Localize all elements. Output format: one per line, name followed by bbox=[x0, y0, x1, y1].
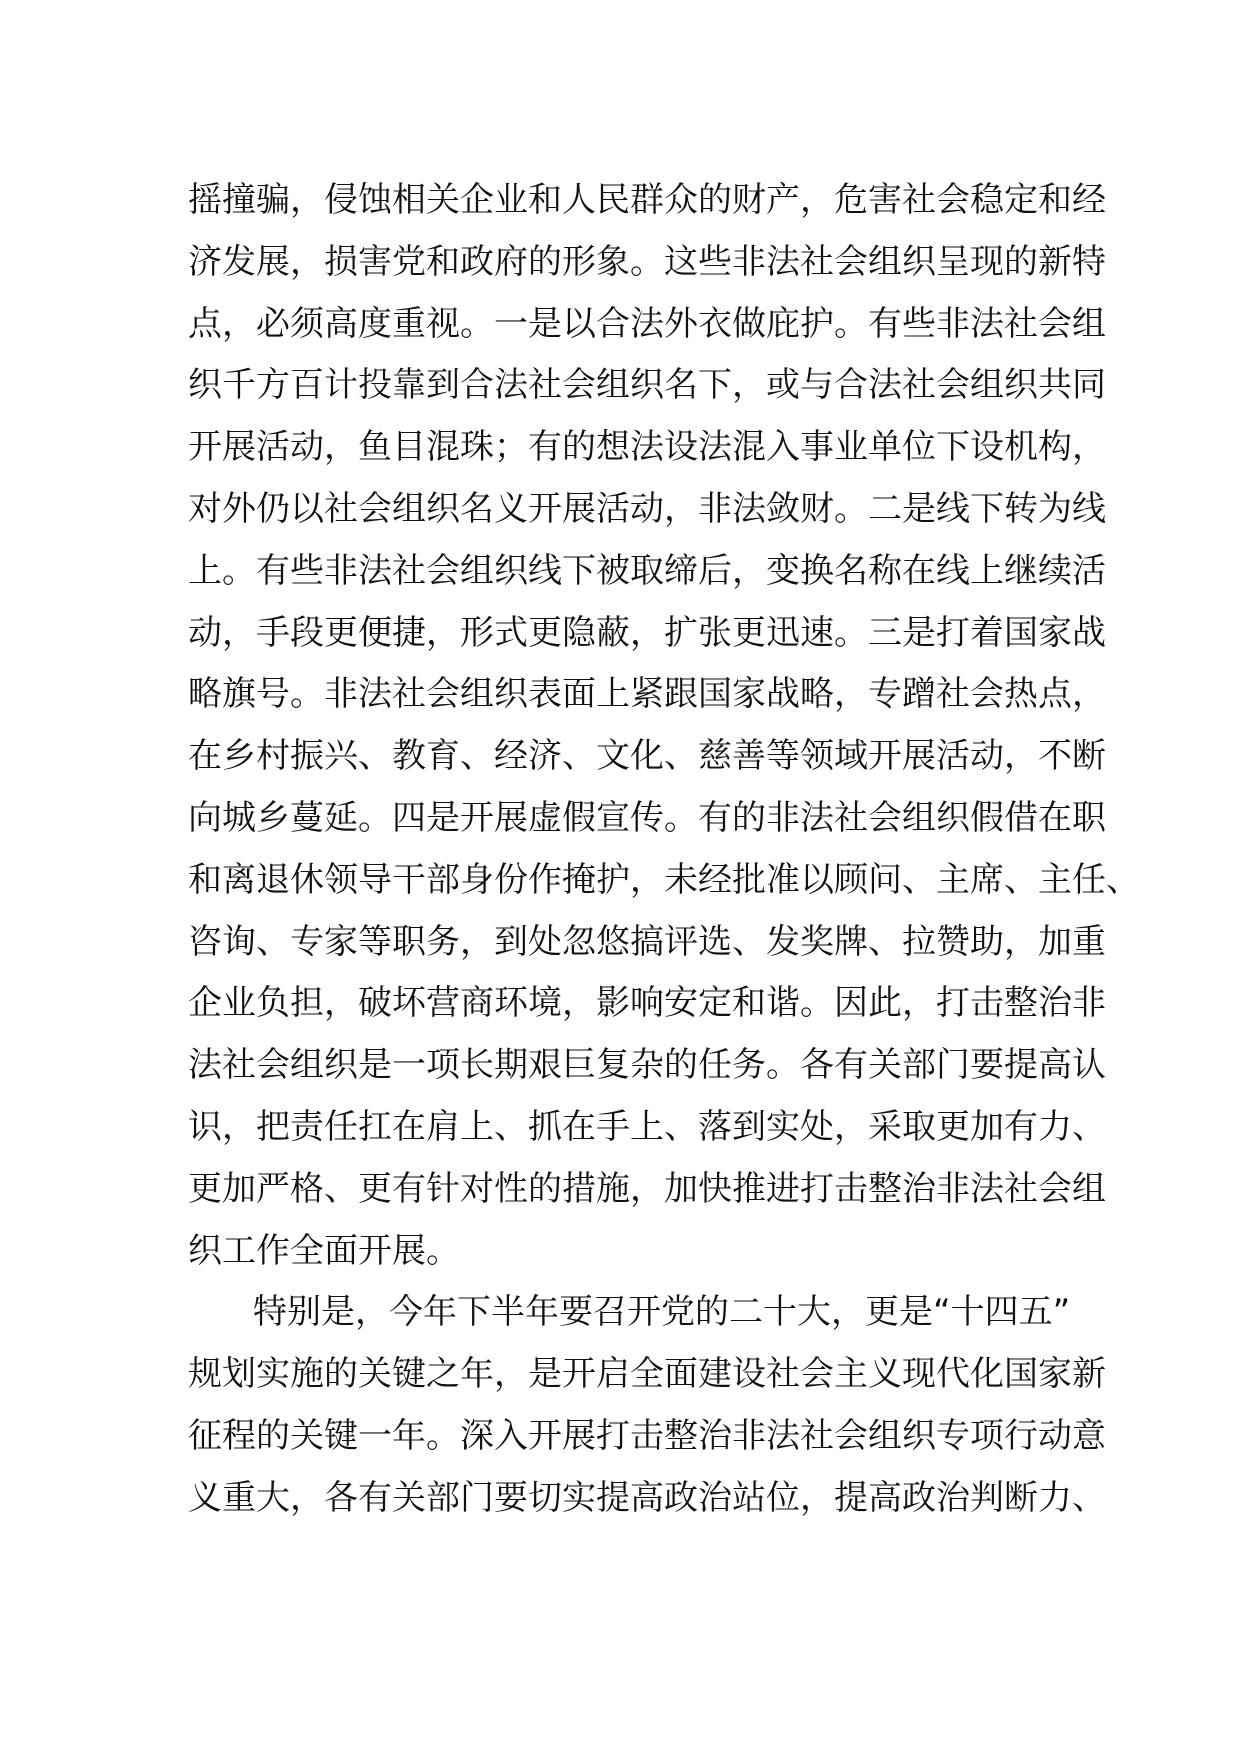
text-line: 对外仍以社会组织名义开展活动，非法敛财。二是线下转为线 bbox=[188, 488, 1106, 529]
text-line: 识，把责任扛在肩上、抓在手上、落到实处，采取更加有力、 bbox=[188, 1106, 1106, 1147]
paragraph-start-line: 特别是，今年下半年要召开党的二十大，更是“十四五” bbox=[253, 1292, 1071, 1333]
text-line: 征程的关键一年。深入开展打击整治非法社会组织专项行动意 bbox=[188, 1415, 1106, 1456]
text-line: 上。有些非法社会组织线下被取缔后，变换名称在线上继续活 bbox=[188, 550, 1106, 591]
text-line: 织工作全面开展。 bbox=[188, 1230, 460, 1271]
text-line: 法社会组织是一项长期艰巨复杂的任务。各有关部门要提高认 bbox=[188, 1045, 1106, 1086]
text-line: 点，必须高度重视。一是以合法外衣做庇护。有些非法社会组 bbox=[188, 303, 1106, 344]
text-line: 咨询、专家等职务，到处忽悠搞评选、发奖牌、拉赞助，加重 bbox=[188, 921, 1106, 962]
text-line: 在乡村振兴、教育、经济、文化、慈善等领域开展活动，不断 bbox=[188, 736, 1106, 777]
text-line: 义重大，各有关部门要切实提高政治站位，提高政治判断力、 bbox=[188, 1477, 1106, 1518]
text-line: 开展活动，鱼目混珠；有的想法设法混入事业单位下设机构， bbox=[188, 427, 1106, 468]
text-line: 企业负担，破坏营商环境，影响安定和谐。因此，打击整治非 bbox=[188, 983, 1106, 1024]
text-line: 规划实施的关键之年，是开启全面建设社会主义现代化国家新 bbox=[188, 1354, 1106, 1395]
text-line: 向城乡蔓延。四是开展虚假宣传。有的非法社会组织假借在职 bbox=[188, 797, 1106, 838]
text-line: 更加严格、更有针对性的措施，加快推进打击整治非法社会组 bbox=[188, 1168, 1106, 1209]
text-line: 动，手段更便捷，形式更隐蔽，扩张更迅速。三是打着国家战 bbox=[188, 612, 1106, 653]
text-line: 济发展，损害党和政府的形象。这些非法社会组织呈现的新特 bbox=[188, 241, 1106, 282]
text-line: 和离退休领导干部身份作掩护，未经批准以顾问、主席、主任、 bbox=[188, 859, 1140, 900]
text-line: 略旗号。非法社会组织表面上紧跟国家战略，专蹭社会热点， bbox=[188, 674, 1106, 715]
text-line: 摇撞骗，侵蚀相关企业和人民群众的财产，危害社会稳定和经 bbox=[188, 180, 1106, 220]
body-text bbox=[188, 170, 1140, 1530]
text-line: 织千方百计投靠到合法社会组织名下，或与合法社会组织共同 bbox=[188, 365, 1106, 406]
